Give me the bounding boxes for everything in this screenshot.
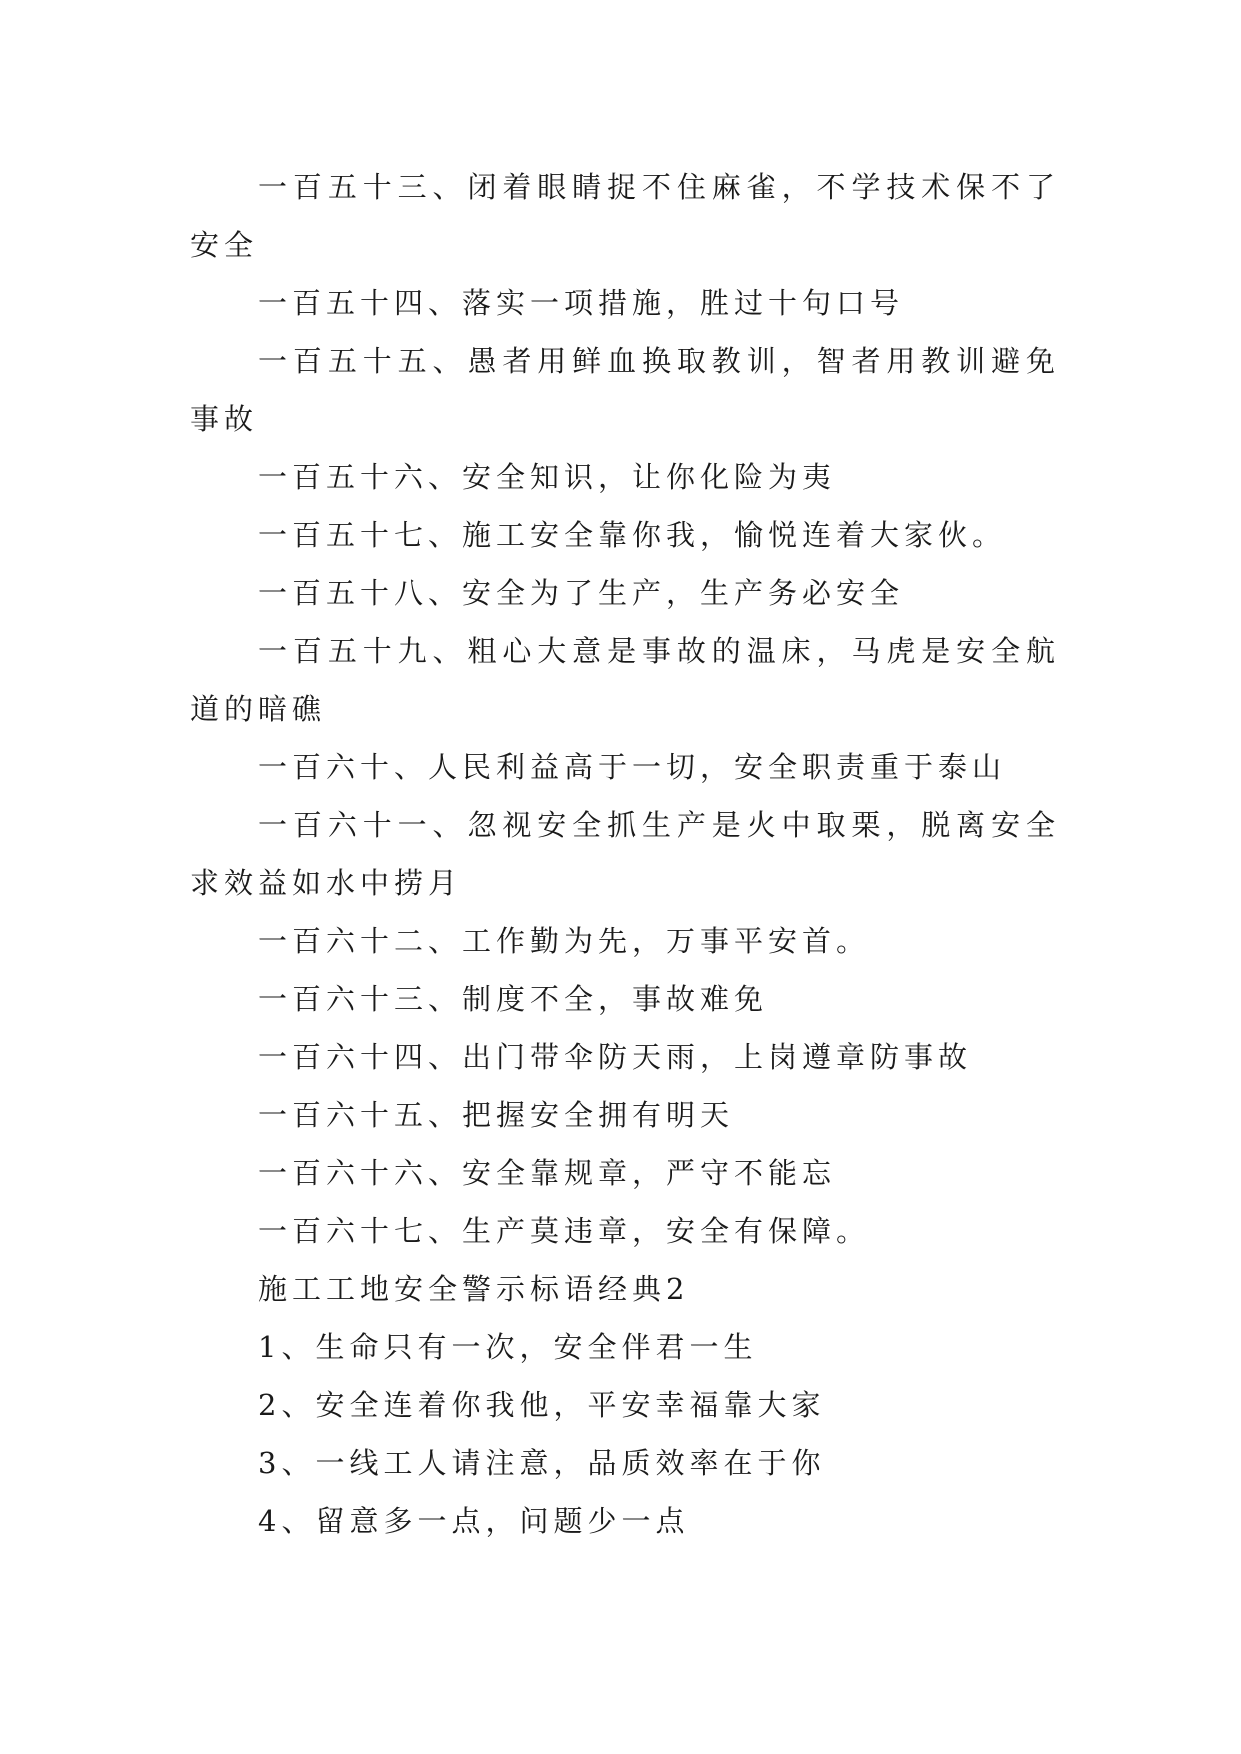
list-item: 2、安全连着你我他，平安幸福靠大家 xyxy=(258,1388,826,1422)
section-heading: 施工工地安全警示标语经典2 xyxy=(258,1272,690,1306)
paragraph: 一百五十九、粗心大意是事故的温床，马虎是安全航道的暗礁 xyxy=(190,634,1060,726)
paragraph: 一百六十五、把握安全拥有明天 xyxy=(258,1098,735,1132)
paragraph: 一百六十、人民利益高于一切，安全职责重于泰山 xyxy=(258,750,1007,784)
paragraph: 一百五十五、愚者用鲜血换取教训，智者用教训避免事故 xyxy=(190,344,1060,436)
paragraph: 一百六十二、工作勤为先，万事平安首。 xyxy=(258,924,871,958)
list-item: 3、一线工人请注意，品质效率在于你 xyxy=(258,1446,826,1480)
list-item: 1、生命只有一次，安全伴君一生 xyxy=(258,1330,758,1364)
paragraph: 一百六十六、安全靠规章，严守不能忘 xyxy=(258,1156,837,1190)
paragraph: 一百五十八、安全为了生产，生产务必安全 xyxy=(258,576,905,610)
paragraph: 一百五十六、安全知识，让你化险为夷 xyxy=(258,460,837,494)
paragraph: 一百六十三、制度不全，事故难免 xyxy=(258,982,769,1016)
paragraph: 一百六十一、忽视安全抓生产是火中取栗，脱离安全求效益如水中捞月 xyxy=(190,808,1060,900)
document-body xyxy=(190,158,1060,1550)
paragraph: 一百五十七、施工安全靠你我，愉悦连着大家伙。 xyxy=(258,518,1007,552)
paragraph: 一百六十四、出门带伞防天雨，上岗遵章防事故 xyxy=(258,1040,973,1074)
paragraph: 一百五十四、落实一项措施，胜过十句口号 xyxy=(258,286,905,320)
paragraph: 一百五十三、闭着眼睛捉不住麻雀，不学技术保不了安全 xyxy=(190,170,1060,262)
paragraph: 一百六十七、生产莫违章，安全有保障。 xyxy=(258,1214,871,1248)
list-item: 4、留意多一点，问题少一点 xyxy=(258,1504,690,1538)
